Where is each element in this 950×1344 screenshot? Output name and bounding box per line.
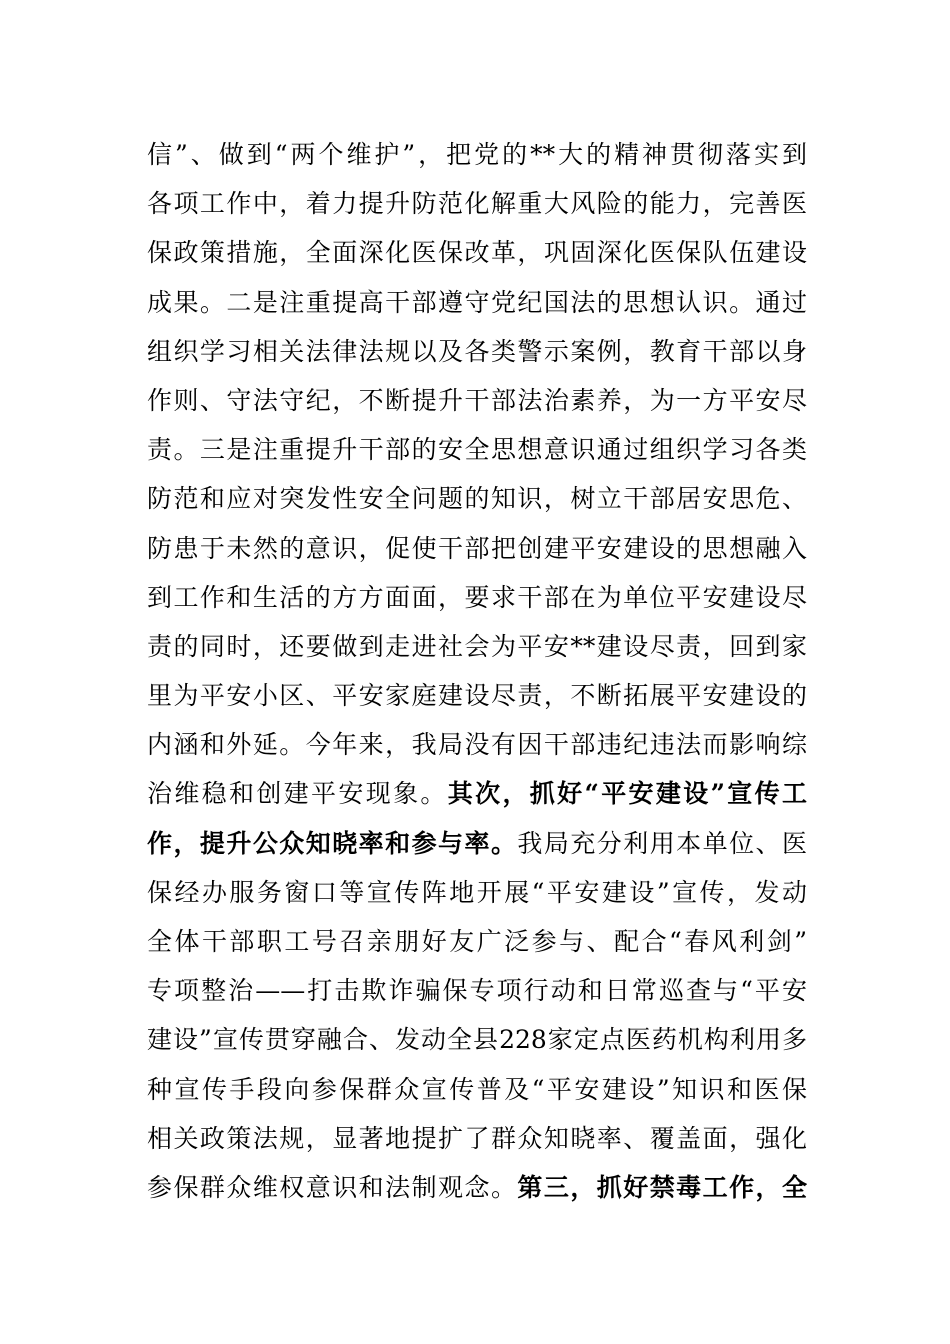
text-line [147,228,807,277]
text-run: 内涵和外延。今年来，我局没有因干部违纪违法而影响综 [147,730,807,760]
text-line [147,1114,807,1163]
body-text [147,130,807,1212]
text-run: 种宣传手段向参保群众宣传普及“平安建设”知识和医保 [147,1074,807,1104]
text-line [147,1163,807,1212]
text-line [147,1015,807,1064]
text-run: 建设”宣传贯穿融合、发动全县228家定点医药机构利用多 [147,1025,807,1055]
text-run: 参保群众维权意识和法制观念。 [147,1172,518,1202]
text-line [147,868,807,917]
text-line [147,524,807,573]
text-line [147,474,807,523]
text-line [147,671,807,720]
text-run: 专项整治——打击欺诈骗保专项行动和日常巡查与“平安 [147,976,807,1006]
text-line [147,376,807,425]
text-run: 全体干部职工号召亲朋好友广泛参与、配合“春风利剑” [147,927,807,956]
text-run: 保政策措施，全面深化医保改革，巩固深化医保队伍建设 [147,238,807,268]
text-run: 防范和应对突发性安全问题的知识，树立干部居安思危、 [147,484,807,514]
text-run: 成果。二是注重提高干部遵守党纪国法的思想认识。通过 [147,287,807,317]
text-line [147,622,807,671]
bold-text-run: 作，提升公众知晓率和参与率。 [147,828,518,858]
text-line [147,1065,807,1114]
text-line [147,769,807,818]
text-run: 责的同时，还要做到走进社会为平安**建设尽责，回到家 [147,631,807,661]
text-line [147,573,807,622]
text-run: 相关政策法规，显著地提扩了群众知晓率、覆盖面，强化 [147,1123,807,1153]
text-line [147,425,807,474]
text-line [147,179,807,228]
text-line [147,966,807,1015]
text-run: 信”、做到“两个维护”，把党的**大的精神贯彻落实到 [147,140,807,169]
text-line [147,819,807,868]
bold-text-run: 第三，抓好禁毒工作，全 [517,1172,807,1202]
text-line [147,130,807,179]
text-run: 里为平安小区、平安家庭建设尽责，不断拓展平安建设的 [147,681,807,711]
text-line [147,917,807,966]
text-run: 组织学习相关法律法规以及各类警示案例，教育干部以身 [147,336,807,366]
text-line [147,327,807,376]
text-run: 我局充分利用本单位、医 [517,828,807,858]
text-line [147,720,807,769]
text-run: 作则、守法守纪，不断提升干部法治素养，为一方平安尽 [147,385,807,415]
text-run: 责。三是注重提升干部的安全思想意识通过组织学习各类 [147,435,807,465]
text-line [147,278,807,327]
text-run: 保经办服务窗口等宣传阵地开展“平安建设”宣传，发动 [147,877,807,907]
text-run: 治维稳和创建平安现象。 [147,779,448,809]
text-run: 到工作和生活的方方面面，要求干部在为单位平安建设尽 [147,582,807,612]
bold-text-run: 其次，抓好“平安建设”宣传工 [447,779,807,809]
text-run: 各项工作中，着力提升防范化解重大风险的能力，完善医 [147,189,807,219]
text-run: 防患于未然的意识，促使干部把创建平安建设的思想融入 [147,533,807,563]
